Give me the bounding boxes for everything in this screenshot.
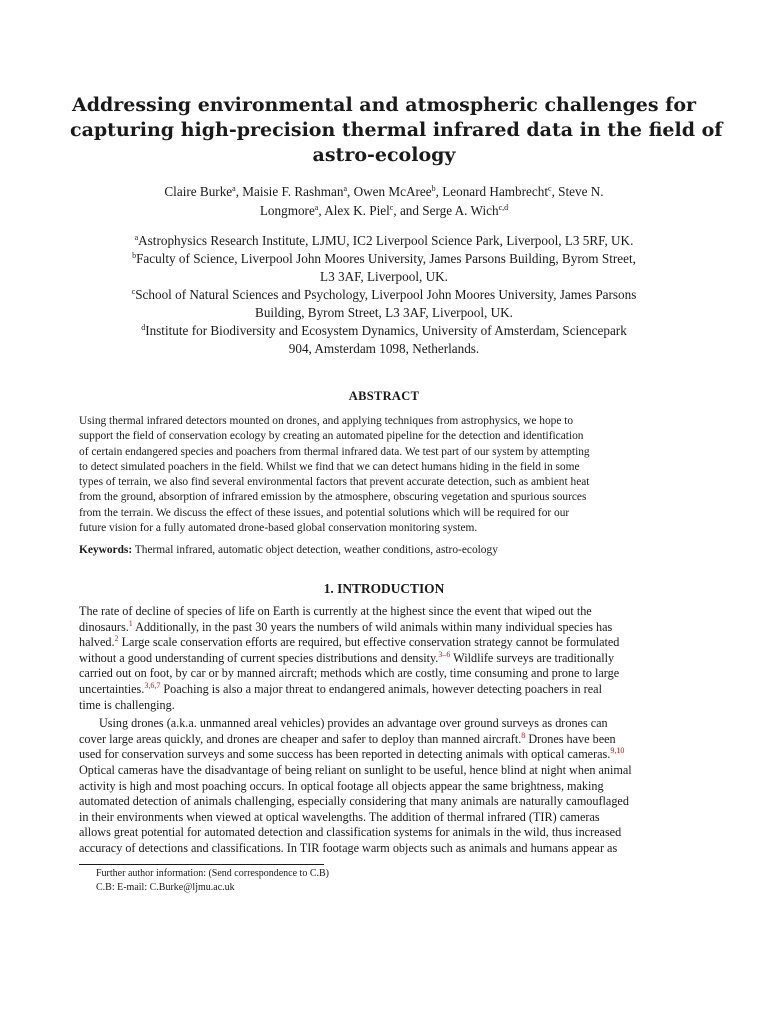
text-line [79, 810, 689, 826]
citation-link[interactable]: 2 [114, 634, 119, 644]
text-run: time is challenging. [79, 697, 175, 712]
text-line [79, 682, 689, 698]
affil-marker: c [131, 287, 136, 296]
text-line [79, 841, 689, 857]
abstract-line: of certain endangered species and poachers from thermal infrared data. We test part of our system by attempting [79, 445, 590, 458]
affiliation-line [70, 322, 698, 340]
abstract-body [79, 414, 689, 536]
footnote-rule [79, 864, 324, 865]
title-line: Addressing environmental and atmospheric challenges for [71, 94, 697, 116]
citation-link[interactable]: 3,6,7 [144, 680, 161, 690]
citation-link[interactable]: 9,10 [610, 746, 625, 756]
text-run: carried out on foot, by car or by manned aircraft; methods which are costly, time consuming and prone to large [79, 666, 620, 681]
author-affil: a [343, 184, 347, 193]
text-run: Optical cameras have the disadvantage of being reliant on sunlight to be useful, hence blind at night when animal [79, 762, 632, 777]
author-name: , Alex K. Piel [318, 203, 390, 218]
text-line [79, 779, 689, 795]
keywords-label: Keywords: [79, 544, 133, 556]
footnote: C.B: E-mail: C.Burke@ljmu.ac.uk [96, 881, 235, 893]
affiliation-line [70, 340, 698, 358]
text-line [79, 666, 689, 682]
abstract-heading: ABSTRACT [348, 389, 420, 403]
text-line [79, 732, 689, 748]
paragraph [79, 716, 689, 856]
text-run: Additionally, in the past 30 years the numbers of wild animals within many individual species has [132, 619, 613, 634]
affiliation-text: School of Natural Sciences and Psychology, Liverpool John Moores University, James Parsons [135, 287, 637, 302]
text-run: accuracy of detections and classifications. In TIR footage warm objects such as animals and humans appear as [79, 840, 618, 855]
abstract-line: types of terrain, we also find several environmental factors that prevent accurate detection, such as ambient heat [79, 476, 590, 489]
text-run: Poaching is also a major threat to endangered animals, however detecting poachers in real [160, 681, 602, 696]
text-line [79, 825, 689, 841]
text-run: Using drones (a.k.a. unmanned areal vehicles) provides an advantage over ground surveys as drones can [99, 716, 608, 731]
author-affil: c,d [498, 203, 509, 212]
affiliation-list [70, 232, 698, 358]
keywords-text: Thermal infrared, automatic object detection, weather conditions, astro-ecology [132, 544, 498, 556]
affiliation-line [70, 304, 698, 322]
abstract-line: from the ground, absorption of infrared emission by the atmosphere, obscuring vegetation and spurious sources [79, 491, 587, 504]
affiliation-line [70, 268, 698, 286]
affiliation-text: Astrophysics Research Institute, LJMU, IC2 Liverpool Science Park, Liverpool, L3 5RF, UK. [138, 233, 634, 248]
author-name: , Maisie F. Rashman [235, 184, 344, 199]
text-run: in their environments when viewed at optical wavelengths. The addition of thermal infrared (TIR) cameras [79, 809, 600, 824]
text-run: Large scale conservation efforts are required, but effective conservation strategy cannot be formulated [118, 635, 620, 650]
author-name: , and Serge A. Wich [393, 203, 499, 218]
affiliation-line [70, 250, 698, 268]
text-run: The rate of decline of species of life on Earth is currently at the highest since the event that wiped out the [79, 604, 592, 618]
affil-marker: a [134, 233, 139, 242]
text-line [79, 716, 689, 732]
text-line [79, 651, 689, 667]
abstract-line: future vision for a fully automated drone-based global conservation monitoring system. [79, 522, 478, 535]
text-line [79, 763, 689, 779]
abstract-line: from the terrain. We discuss the effect of these issues, and potential solutions which will be required for our [79, 506, 570, 519]
text-line [79, 698, 689, 714]
keywords [79, 544, 498, 556]
affiliation-text: Institute for Biodiversity and Ecosystem Dynamics, University of Amsterdam, Sciencepark [145, 323, 627, 338]
text-run: without a good understanding of current species distributions and density. [79, 650, 439, 665]
author-name: Longmore [259, 203, 315, 218]
affil-marker: b [132, 251, 137, 260]
citation-link[interactable]: 1 [128, 618, 133, 628]
text-line [79, 635, 689, 651]
affiliation-text: 904, Amsterdam 1098, Netherlands. [288, 341, 480, 356]
section-heading: 1. INTRODUCTION [323, 581, 445, 596]
citation-link[interactable]: 3–6 [438, 649, 451, 659]
text-run: used for conservation surveys and some success has been reported in detecting animals with optical cameras. [79, 747, 611, 762]
author-line [70, 182, 698, 201]
citation-link[interactable]: 8 [521, 730, 526, 740]
paper-title [70, 93, 723, 168]
author-affil: b [431, 184, 436, 193]
affiliation-line [70, 286, 698, 304]
abstract-line: support the field of conservation ecology by creating an automated pipeline for the detection and identification [79, 430, 584, 443]
affiliation-text: L3 3AF, Liverpool, UK. [320, 269, 448, 284]
text-run: halved. [79, 635, 115, 650]
text-run: activity is high and most poaching occurs. In optical footage all objects appear the same brightness, making [79, 778, 604, 793]
author-affil: c [548, 184, 552, 193]
affiliation-text: Building, Byrom Street, L3 3AF, Liverpool, UK. [255, 305, 513, 320]
affil-marker: d [141, 323, 146, 332]
title-line: astro-ecology [312, 144, 456, 166]
title-line: capturing high-precision thermal infrared data in the field of [70, 119, 723, 141]
text-run: cover large areas quickly, and drones are cheaper and safer to deploy than manned aircraft. [79, 731, 522, 746]
text-run: Wildlife surveys are traditionally [450, 650, 615, 665]
abstract-line: to detect simulated poachers in the field. Whilst we find that we can detect humans hiding in the field in some [79, 460, 580, 473]
text-run: Drones have been [525, 731, 616, 746]
author-line [70, 201, 698, 220]
footnote: Further author information: (Send correspondence to C.B) [96, 868, 329, 879]
author-affil: a [314, 203, 319, 212]
text-run: dinosaurs. [79, 619, 129, 634]
author-name: , Owen McAree [347, 184, 432, 199]
author-list [70, 182, 698, 220]
paragraph [79, 604, 689, 713]
text-line [79, 747, 689, 763]
affiliation-line [70, 232, 698, 250]
footnotes [96, 867, 329, 894]
text-line [79, 604, 689, 620]
text-run: allows great potential for automated detection and classification systems for animals in the wild, thus increased [79, 825, 622, 840]
text-run: uncertainties. [79, 681, 145, 696]
author-name: , Steve N. [551, 184, 604, 199]
author-name: Claire Burke [164, 184, 233, 199]
text-line [79, 620, 689, 636]
abstract-line: Using thermal infrared detectors mounted on drones, and applying techniques from astrophysics, we hope to [79, 415, 574, 427]
author-affil: a [232, 184, 236, 193]
author-affil: c [389, 203, 394, 212]
affiliation-text: Faculty of Science, Liverpool John Moores University, James Parsons Building, Byrom Street, [136, 251, 636, 266]
author-name: , Leonard Hambrecht [435, 184, 549, 199]
text-run: automated detection of animals challenging, especially considering that many animals are naturally camouflaged [79, 794, 629, 809]
introduction-body [79, 604, 689, 857]
text-line [79, 794, 689, 810]
